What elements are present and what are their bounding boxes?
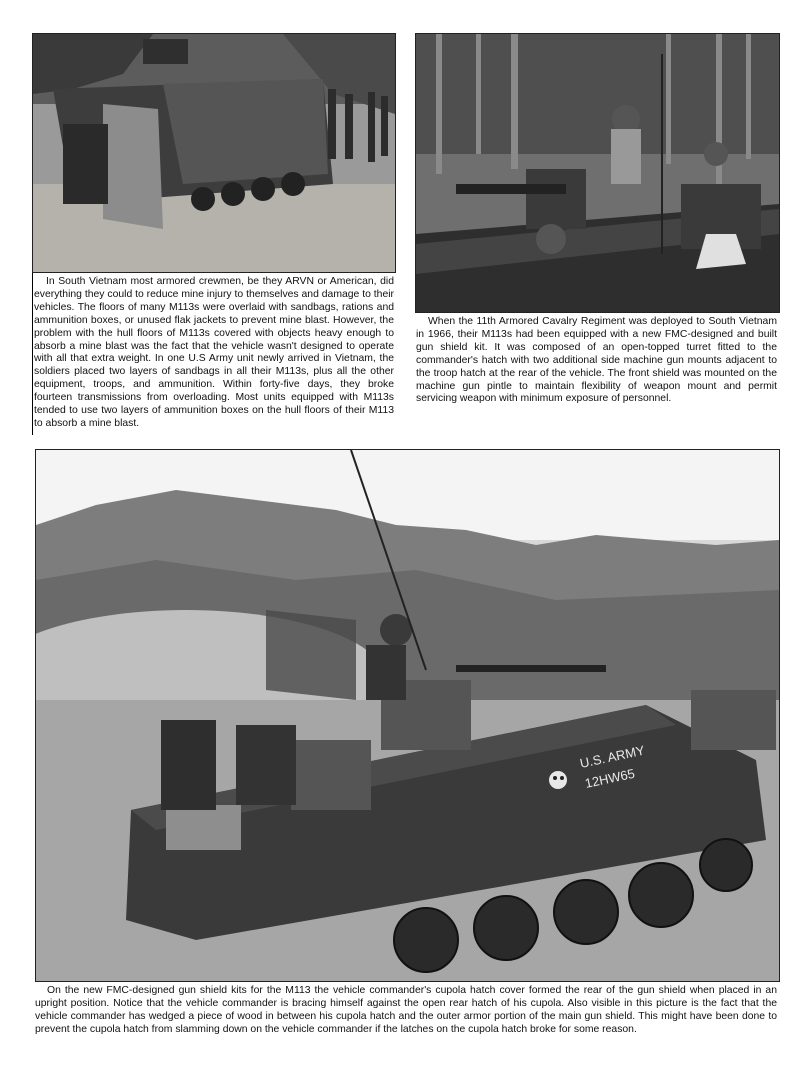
photo-m113-column-hills — [35, 449, 780, 982]
caption-rule — [32, 273, 33, 435]
caption-bottom-text: On the new FMC-designed gun shield kits for the M113 the vehicle commander's cupola hatch cover formed the rear of the gun shield when placed in an upright position. Notice that the vehicle commander is bracing himself against the open rear hatch of his cupola. Also visible in this picture is the fact that the vehicle commander has wedged a piece of wood in between his cupola hatch and the outer armor portion of the main gun shield. This might have been done to prevent the cupola hatch from slamming down on the vehicle commander if the latches on the cupola hatch broke for some reason. — [35, 985, 777, 1035]
caption-top-left — [34, 276, 394, 431]
caption-top-left-text: In South Vietnam most armored crewmen, be they ARVN or American, did everything they could to reduce mine injury to themselves and damage to their vehicles. The floors of many M113s were overlaid with sandbags, rations and ammunition boxes, or unused flak jackets to prevent mine blast. However, the problem with the hull floors of M113s covered with objects heavy enough to absorb a mine blast was the fact that the vehicle wasn't designed to operate with all that extra weight. In one U.S Army unit newly arrived in Vietnam, the soldiers placed two layers of sandbags in all their M113s, plus all the other equipment, troops, and ammunition. Within forty-five days, they broke fourteen transmissions from overloading. Most units equipped with M113s tended to use two layers of ammunition boxes on the hull floors of their M113 to absorb a mine blast. — [34, 276, 394, 429]
caption-top-right-text: When the 11th Armored Cavalry Regiment was deployed to South Vietnam in 1966, their M113s had been equipped with a new FMC-designed and built gun shield kit. It was composed of an open-topped turret fitted to the commander's hatch with two additional side machine gun mounts adjacent to the troop hatch at the rear of the vehicle. The front shield was mounted on the machine gun pintle to maintain flexibility of weapon mount and permit servicing weapon with minimum exposure of personnel. — [416, 316, 777, 405]
vehicle-marking-line2: 12HW65 — [583, 765, 637, 791]
photo-m113-gun-shield-kit — [415, 33, 780, 313]
vehicle-marking-line1: U.S. ARMY — [578, 742, 646, 771]
photo-m113-rear-ramp — [32, 33, 396, 273]
caption-top-right — [416, 316, 777, 406]
caption-bottom — [35, 985, 777, 1037]
skull-insignia-icon — [549, 771, 567, 789]
